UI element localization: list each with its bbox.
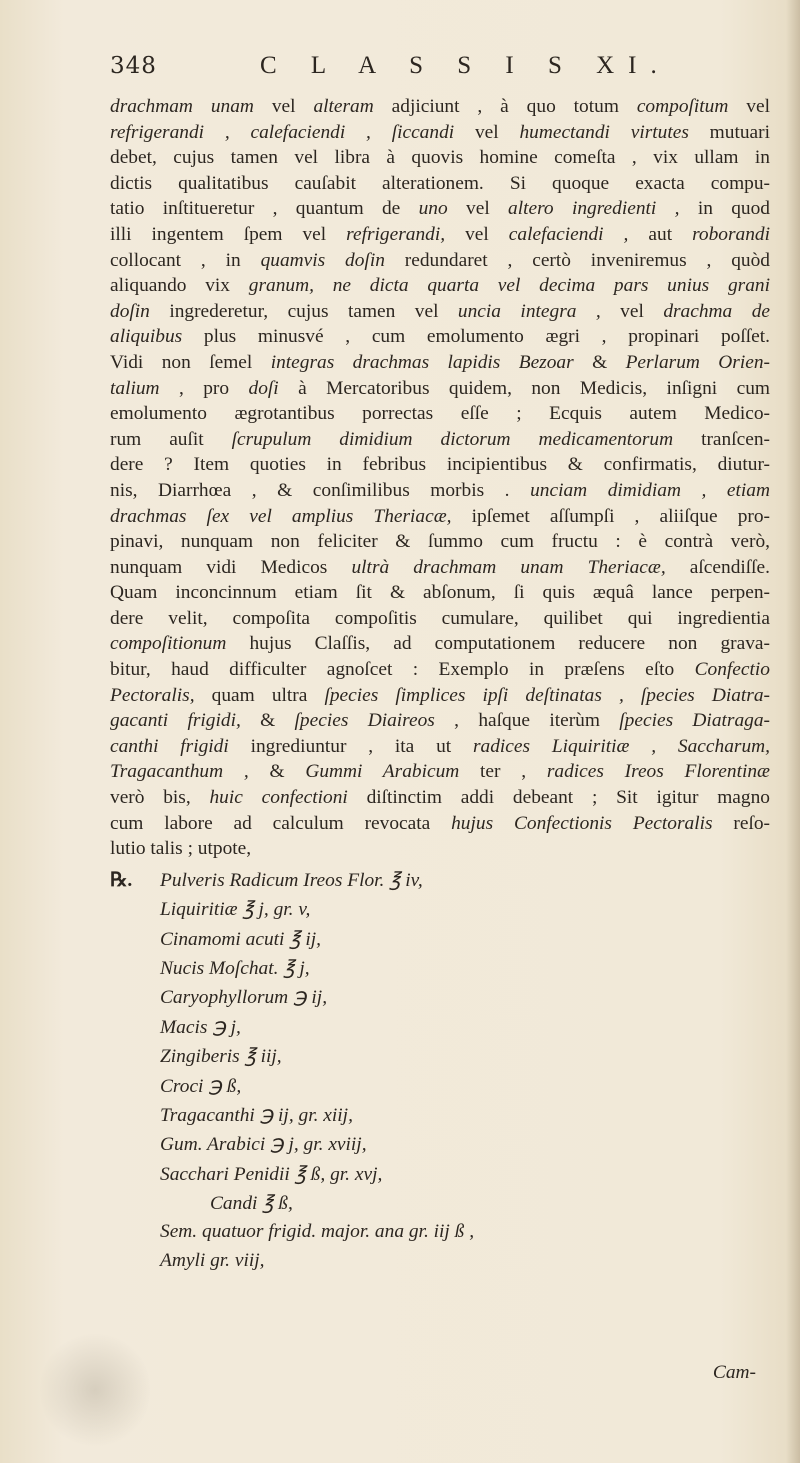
text-line [110,350,770,376]
text-segment: emolumento ægrotantibus porrectas eſſe ; Ecquis autem Medico- [110,403,770,425]
text-segment: debet, cujus tamen vel libra à quovis homine comeſta , vix ullam in [110,147,770,169]
text-segment: ingrediuntur , ita ut [228,735,473,757]
text-segment: uncia integra , [457,300,601,322]
recipe-item [110,868,760,897]
text-line [110,836,770,862]
rx-symbol: ℞. [110,869,133,891]
text-line [110,785,770,811]
text-line [110,273,770,299]
text-segment: ſcrupulum dimidium dictorum medicamentorum [231,428,674,450]
text-segment: plus minusvé , cum emolumento ægri , propinari poſſet. [182,326,770,348]
text-segment: doſi [248,377,279,399]
recipe-item [110,1103,760,1132]
text-segment: uno [418,198,448,220]
text-segment: gacanti frigidi, [110,710,241,732]
text-segment: aliquibus [110,326,183,348]
ingredient-text: Croci ℈ ß, [160,1075,242,1097]
ingredient-text: Macis ℈ j, [160,1016,241,1038]
text-segment: calefaciendi , [508,223,629,245]
text-segment: Quam inconcinnum etiam ſit & abſonum, ſi quis æquâ lance perpen- [110,582,770,604]
text-line [110,145,770,171]
ink-stain [40,1330,150,1450]
text-segment: mutuari [688,121,770,143]
text-segment: alteram [313,96,374,117]
ingredient-text: Tragacanthi ℈ ij, gr. xiij, [160,1104,353,1126]
text-segment: pinavi, nunquam non feliciter & ſummo cum fructu : è contrà verò, [110,531,770,553]
text-segment: compoſitum [636,96,729,117]
text-segment: à Mercatoribus quidem, non Medicis, inſigni cum [278,377,770,399]
text-segment: refrigerandi, [346,223,446,245]
text-segment: talium [110,377,160,399]
recipe-item [110,927,760,956]
recipe-block [110,868,760,1279]
text-segment: granum, ne dicta quarta vel decima pars unius grani [248,275,770,297]
text-segment: compoſitionum [110,633,227,655]
text-segment: vel [728,96,770,117]
text-segment: vel [447,198,509,220]
recipe-item [110,985,760,1014]
text-segment: ſpecies Diatraga- [619,710,770,732]
text-segment: diſtinctim addi debeant ; Sit igitur magno [347,787,770,809]
text-segment: vel [600,300,664,322]
text-segment: hujus Confectionis Pectoralis [451,812,713,834]
ingredient-text: Sacchari Penidii ℥ ß, gr. xvj, [160,1163,383,1185]
text-segment: altero ingredienti , [508,198,680,220]
text-segment: ſpecies Diaireos [294,710,435,732]
text-segment: drachmas ſex vel amplius Theriacæ, [110,505,452,527]
text-line [110,811,770,837]
text-segment: hujus Claſſis, ad computationem reducere non grava- [226,633,770,655]
text-segment: refrigerandi , calefaciendi , ſiccandi [110,121,455,143]
text-segment: radices Ireos Florentinæ [546,761,770,783]
text-line [110,631,770,657]
text-line [110,657,770,683]
text-segment: Vidi non ſemel [110,351,271,373]
text-segment: nis, Diarrhœa , & conſimilibus morbis . [110,479,531,501]
text-segment: reſo- [712,812,770,834]
ingredient-text: Nucis Moſchat. ℥ j, [160,957,310,979]
text-line [110,196,770,222]
ingredient-text: Gum. Arabici ℈ j, gr. xviij, [160,1134,367,1156]
text-segment: huic confectioni [209,787,348,809]
recipe-item [110,1132,760,1161]
text-segment: ſpecies ſimplices ipſi deſtinatas , ſpecies Diatra- [324,684,770,706]
recipe-item [110,956,760,985]
text-segment: vel [445,223,509,245]
text-line [110,222,770,248]
text-line [110,734,770,760]
recipe-item [110,1191,760,1220]
ingredient-text: Candi ℥ ß, [210,1193,293,1215]
text-line [110,171,770,197]
recipe-item [110,1015,760,1044]
text-segment: ipſemet aſſumpſi , aliiſque pro- [451,505,770,527]
text-segment: Gummi Arabicum [305,761,460,783]
text-segment: drachmam unam [110,96,254,117]
ingredient-text: Cinamomi acuti ℥ ij, [160,928,321,950]
text-line [110,427,770,453]
text-segment: nunquam vidi Medicos [110,556,352,578]
text-segment: tatio inſtitueretur , quantum de [110,198,419,220]
text-segment: rum auſit [110,428,232,450]
recipe-item [110,897,760,926]
text-segment: & [573,351,626,373]
text-segment: verò bis, [110,787,210,809]
page-edge-shadow [786,0,800,1463]
page-number: 348 [110,53,157,79]
ingredient-text: Sem. quatuor frigid. major. ana gr. iij ß , [160,1220,475,1242]
text-line [110,759,770,785]
recipe-item [110,1221,760,1250]
text-segment: & [240,710,295,732]
text-segment: integras drachmas lapidis Bezoar [270,351,574,373]
text-segment: etiam [726,479,770,501]
ingredient-text: Amyli gr. viij, [160,1249,265,1271]
text-line [110,248,770,274]
text-segment: aut [628,223,693,245]
text-segment: doſin [110,300,150,322]
text-line [110,452,770,478]
text-segment: Tragacanthum , [110,761,270,783]
text-line [110,683,770,709]
text-segment: bitur, haud difficulter agnoſcet : Exemplo in præſens eſto [110,659,695,681]
text-segment: humectandi virtutes [519,121,689,143]
text-segment: vel [454,121,520,143]
text-line [110,606,770,632]
text-segment: dere ? Item quoties in febribus incipientibus & confirmatis, diutur- [110,454,770,476]
text-segment: unciam dimidiam , [530,479,707,501]
text-segment: ingrederetur, cujus tamen vel [149,300,458,322]
text-line [110,504,770,530]
text-segment: quamvis doſin [260,249,385,271]
text-segment: Pectoralis, [110,684,195,706]
text-segment: aſcendiſſe. [665,556,771,578]
text-line [110,708,770,734]
text-line [110,478,770,504]
text-line [110,299,770,325]
text-segment: aliquando vix [110,275,249,297]
text-segment: ter , [459,761,547,783]
text-line [110,580,770,606]
recipe-item [110,1250,760,1279]
text-segment: in quod [679,198,771,220]
text-line [110,94,770,120]
recipe-item [110,1162,760,1191]
recipe-item [110,1074,760,1103]
text-segment: radices Liquiritiæ , Saccharum, [472,735,770,757]
text-segment: collocant , in [110,249,261,271]
text-line [110,324,770,350]
body-paragraph [110,94,770,862]
text-line [110,401,770,427]
text-segment: , pro [159,377,249,399]
recipe-item [110,1044,760,1073]
text-segment: , haſque iterùm [434,710,620,732]
text-line [110,529,770,555]
text-segment: dere velit, compoſita compoſitis cumulare, quilibet qui ingredientia [110,607,770,629]
text-segment: drachma de [663,300,770,322]
ingredient-text: Zingiberis ℥ iij, [160,1046,282,1068]
text-segment: illi ingentem ſpem vel [110,223,347,245]
text-segment [706,480,727,501]
text-segment: ultrà drachmam unam Theriacæ, [351,556,666,578]
running-head: C L A S S I S XI. [260,52,671,79]
text-segment: vel [253,96,314,117]
ingredient-text: Pulveris Radicum Ireos Flor. ℥ iv, [160,869,423,891]
page-header [110,52,760,92]
text-segment: Perlarum Orien- [625,351,770,373]
text-segment: Confectio [694,659,770,681]
text-segment: canthi frigidi [110,735,229,757]
text-line [110,555,770,581]
text-segment: dictis qualitatibus cauſabit alterationem. Si quoque exacta compu- [110,172,770,194]
text-segment: quam ultra [194,684,325,706]
text-segment: cum labore ad calculum revocata [110,812,452,834]
ingredient-text: Liquiritiæ ℥ j, gr. v, [160,899,311,921]
text-segment: redundaret , certò inveniremus , quòd [384,249,770,271]
text-segment: & [269,761,306,783]
ingredient-text: Caryophyllorum ℈ ij, [160,987,328,1009]
catchword: Cam- [712,1362,756,1383]
text-segment: lutio talis ; utpote, [110,838,252,860]
text-segment: tranſcen- [673,428,770,450]
text-segment: adjiciunt , à quo totum [373,96,637,117]
text-segment: roborandi [692,223,771,245]
text-line [110,376,770,402]
text-line [110,120,770,146]
